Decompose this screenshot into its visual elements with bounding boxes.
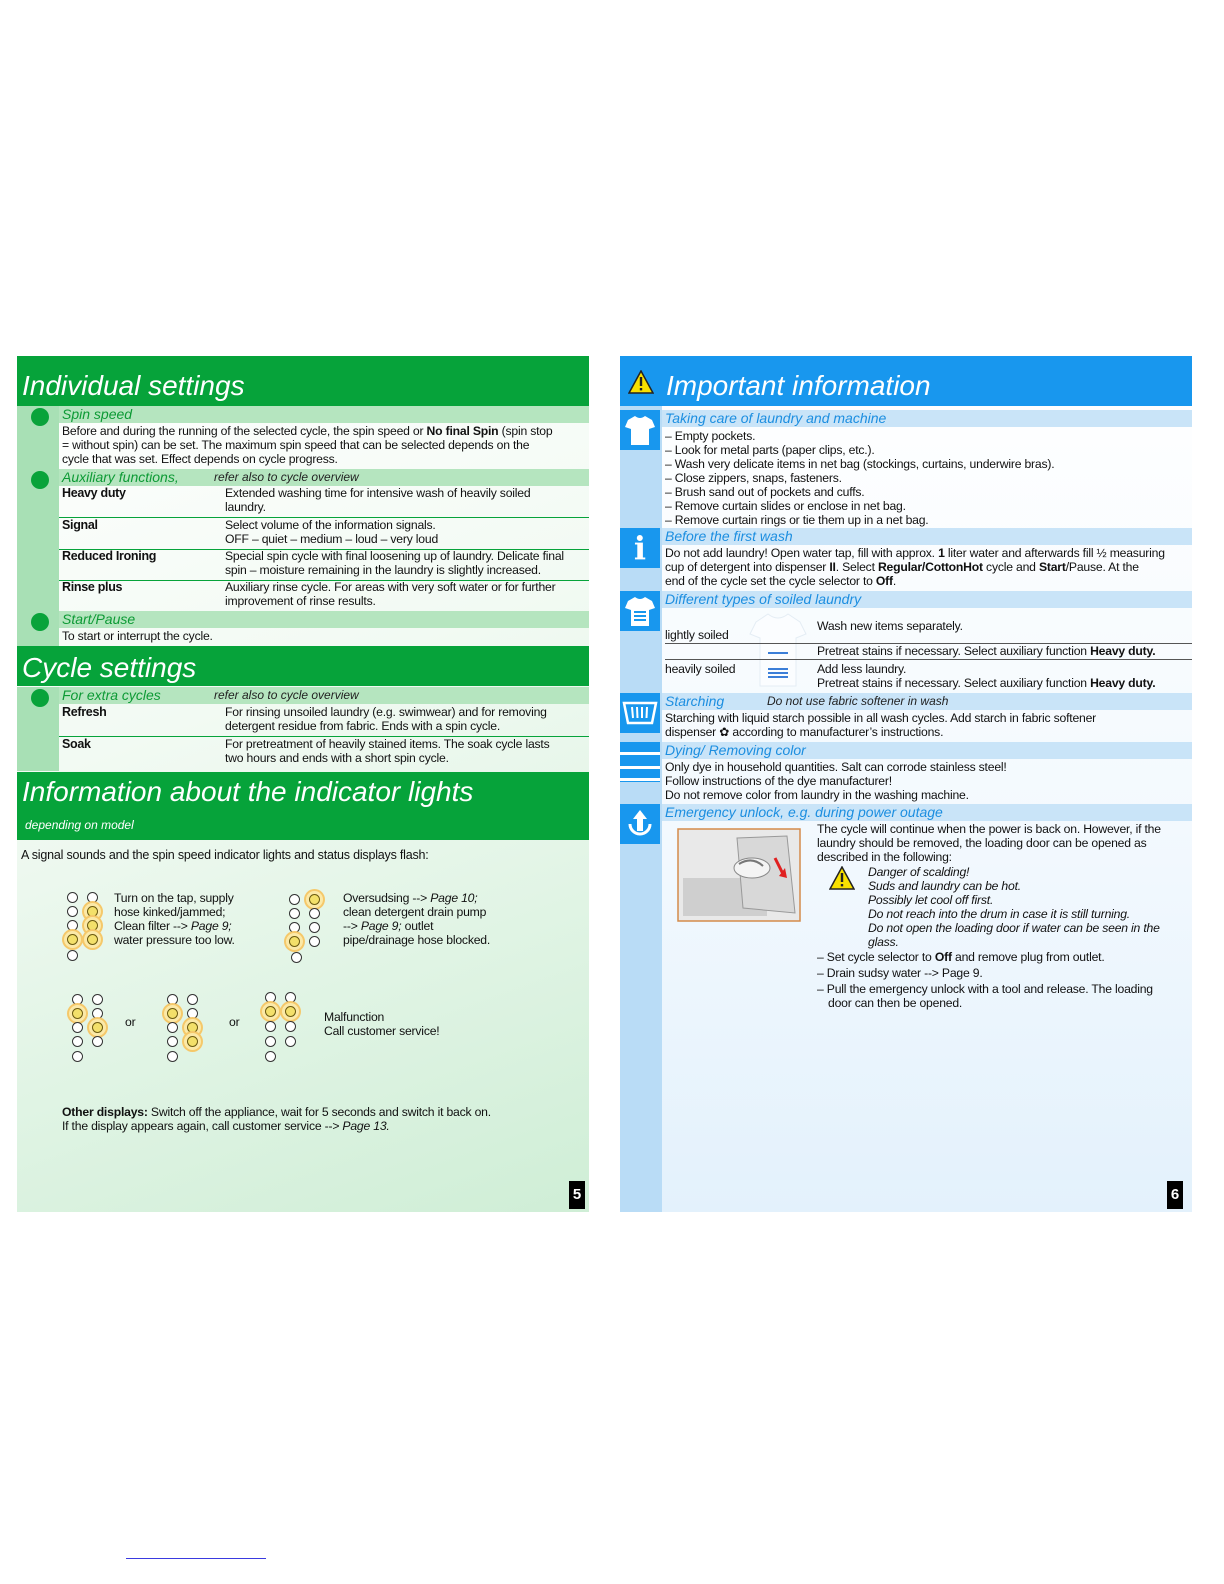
extra-cycles-heading: For extra cycles refer also to cycle overview — [59, 687, 589, 704]
other-displays-text: Other displays: Switch off the appliance, wait for 5 seconds and switch it back on. If the display appears again, call customer service --> Page 13. — [62, 1105, 491, 1133]
important-info-header — [620, 356, 1192, 406]
start-pause-dot-icon — [31, 613, 49, 631]
unlock-arrow-icon — [620, 804, 660, 844]
lamp-group-a-text: Turn on the tap, supply hose kinked/jammed; Clean filter --> Page 9; water pressure too low. — [114, 891, 235, 947]
or-label-2: or — [229, 1015, 240, 1029]
emergency-steps: – Set cycle selector to Off and remove plug from outlet. – Drain sudsy water --> Page 9. – Pull the emergency unlock with a tool and release. The loading door can then be opened. — [817, 950, 1153, 1010]
lightly-soiled-text: Pretreat stains if necessary. Select auxiliary function Heavy duty. — [817, 644, 1156, 658]
indicator-intro: A signal sounds and the spin speed indicator lights and status displays flash: — [21, 848, 429, 862]
taking-care-list: – Empty pockets. – Look for metal parts (paper clips, etc.). – Wash very delicate items in net bag (stockings, curtains, underwire bras). – Close zippers, snaps, fasteners. – Brush sand out of pockets and cuffs. – Remove curtain slides or enclose in net bag. – Remove curtain rings or tie them up in a net bag. — [665, 429, 1055, 527]
aux-row-label: Heavy duty — [62, 486, 126, 500]
shirt-illustration-icon — [748, 610, 808, 690]
taking-care-heading: Taking care of laundry and machine — [662, 410, 1192, 427]
first-wash-heading: Before the first wash — [662, 528, 1192, 545]
malfunction-text: Malfunction Call customer service! — [324, 1010, 440, 1038]
starching-heading: Starching Do not use fabric softener in wash — [662, 693, 1192, 710]
page-number: 6 — [1167, 1181, 1183, 1209]
spin-speed-heading: Spin speed — [59, 406, 589, 423]
spin-speed-dot-icon — [31, 408, 49, 426]
aux-row-desc: Special spin cycle with final loosening up of laundry. Delicate final spin – moisture remaining in the laundry is slightly increased. — [225, 549, 564, 577]
aux-row-label: Signal — [62, 518, 98, 532]
page-number: 5 — [569, 1181, 585, 1209]
aux-row-desc: Auxiliary rinse cycle. For areas with very soft water or for further improvement of rinse results. — [225, 580, 556, 608]
aux-row-label: Rinse plus — [62, 580, 123, 594]
cycle-row-label: Refresh — [62, 705, 107, 719]
dying-text: Only dye in household quantities. Salt can corrode stainless steel! Follow instructions of the dye manufacturer! Do not remove color from laundry in the washing machine. — [665, 760, 1007, 802]
left-page — [17, 356, 589, 1212]
emergency-warning-text: Danger of scalding! Suds and laundry can be hot. Possibly let cool off first. Do not reach into the drum in case it is still turning. Do not open the loading door if water can be seen in the glass. — [868, 865, 1160, 949]
emergency-intro: The cycle will continue when the power is back on. However, if the laundry should be removed, the loading door can be opened as described in the following: — [817, 822, 1161, 864]
or-label-1: or — [125, 1015, 136, 1029]
first-wash-text: Do not add laundry! Open water tap, fill with approx. 1 liter water and afterwards fill ½ measuring cup of detergent into dispenser II. Select Regular/CottonHot cycle and Start/Pause. At the end of the cycle set the cycle selector to Off. — [665, 546, 1165, 588]
lamp-group-b-text: Oversudsing --> Page 10; clean detergent drain pump --> Page 9; outlet pipe/drainage hose blocked. — [343, 891, 491, 947]
wash-new-text: Wash new items separately. — [817, 619, 963, 633]
emergency-heading: Emergency unlock, e.g. during power outage — [662, 804, 1192, 821]
lightly-soiled-label: lightly soiled — [665, 628, 729, 642]
auxiliary-dot-icon — [31, 471, 49, 489]
warning-icon — [829, 866, 855, 890]
aux-row-desc: Extended washing time for intensive wash of heavily soiled laundry. — [225, 486, 531, 514]
starching-text: Starching with liquid starch possible in all wash cycles. Add starch in fabric softener dispenser ✿ according to manufacturer’s instructions. — [665, 711, 1097, 739]
left-sidebar-strip — [17, 406, 59, 646]
emergency-unlock-illustration-icon — [677, 828, 801, 922]
cycle-row-label: Soak — [62, 737, 91, 751]
indicator-lights-header — [17, 772, 589, 840]
cycle-row-desc: For pretreatment of heavily stained items. The soak cycle lasts two hours and ends with a short spin cycle. — [225, 737, 550, 765]
shirt-list-icon — [620, 591, 660, 631]
extra-cycles-dot-icon — [31, 689, 49, 707]
info-icon: i — [620, 528, 660, 568]
cycle-row-desc: For rinsing unsoiled laundry (e.g. swimwear) and for removing detergent residue from fabric. Ends with a spin cycle. — [225, 705, 547, 733]
dye-icon — [620, 742, 660, 782]
footer-link-underline[interactable] — [126, 1558, 266, 1559]
soiled-divider — [665, 659, 1192, 660]
right-page — [620, 356, 1192, 1212]
dying-heading: Dying/ Removing color — [662, 742, 1192, 759]
indicator-lights-title: Information about the indicator lights — [22, 776, 474, 807]
start-pause-text: To start or interrupt the cycle. — [62, 629, 213, 643]
individual-settings-title: Individual settings — [17, 356, 589, 406]
shirt-icon — [620, 410, 660, 450]
aux-row-label: Reduced Ironing — [62, 549, 157, 563]
cycle-settings-title: Cycle settings — [17, 646, 589, 686]
warning-icon — [628, 370, 654, 394]
indicator-lights-subtitle: depending on model — [25, 818, 134, 832]
basin-icon — [620, 693, 660, 733]
start-pause-heading: Start/Pause — [59, 611, 589, 628]
spin-speed-text: Before and during the running of the selected cycle, the spin speed or No final Spin (spin stop = without spin) can be set. The maximum spin speed that can be selected depends on the cycle that was set. Effect depends on cycle progress. — [62, 424, 553, 466]
auxiliary-heading: Auxiliary functions, refer also to cycle overview — [59, 469, 589, 486]
aux-row-desc: Select volume of the information signals. OFF – quiet – medium – loud – very loud — [225, 518, 439, 546]
heavily-soiled-label: heavily soiled — [665, 662, 736, 676]
softener-symbol-icon: ✿ — [719, 725, 730, 739]
heavily-soiled-text: Add less laundry. Pretreat stains if necessary. Select auxiliary function Heavy duty. — [817, 662, 1156, 690]
important-info-title: Important information — [666, 370, 931, 401]
soiled-heading: Different types of soiled laundry — [662, 591, 1192, 608]
